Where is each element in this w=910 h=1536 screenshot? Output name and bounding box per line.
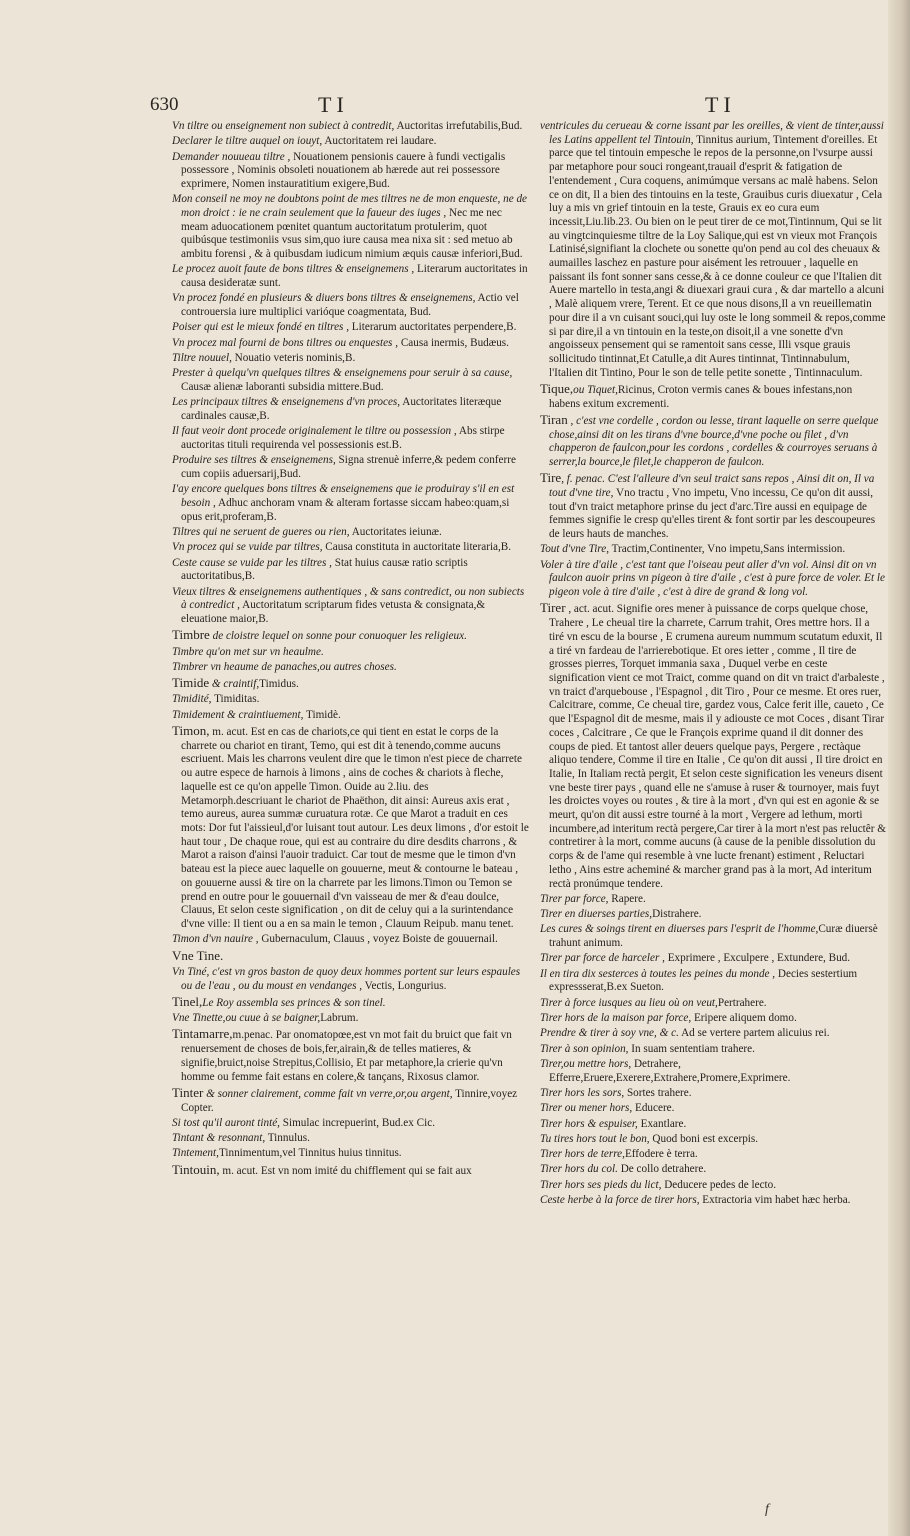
dictionary-entry [540,413,886,470]
entry-latin-text: Educere. [632,1102,675,1115]
dictionary-entry [172,454,530,481]
entry-latin-text: Auctoritates literæque cardinales causæ,B. [181,396,502,422]
entry-latin-text: Rapere. [608,892,646,905]
entry-latin-text: m.penac. Par onomatopœe,est vn mot fait du bruict que fait vn renuersement de choses de bois,fer,airain,& de telles matieres, & signifie,bruict,noise Strepitus,Collisio, Et par metaphore,la crierie qu'vn homme ou femme fait estans en colere,& tançans, Rixosus clamor. [181,1029,512,1083]
entry-latin-text: Exantlare. [637,1117,687,1130]
entry-latin-text: Curæ diuersè trahunt animum. [549,923,878,950]
dictionary-entry [540,1163,886,1177]
dictionary-entry [172,1012,530,1026]
entry-french-text: Produire ses tiltres & enseignemens, [172,454,336,467]
dictionary-entry [172,661,530,675]
entry-latin-text: Causæ alienæ laboranti subsidia mittere.Bud. [181,381,384,393]
entry-latin-text: Tinnulus. [265,1132,310,1145]
dictionary-entry [540,908,886,922]
entry-french-text: Tirer hors ses pieds du lict, [540,1178,662,1191]
dictionary-entry [540,893,886,907]
entry-french-text: Timon d'vn nauire , [172,933,259,946]
dictionary-entry [540,1087,886,1101]
entry-latin-text: Auctoritatem rei laudare. [322,135,437,148]
entry-latin-text: Auctoritates ieiunæ. [349,526,442,538]
entry-latin-text: De collo detrahere. [617,1163,707,1176]
entry-latin-text: Extractoria vim habet hæc herba. [699,1193,851,1206]
entry-latin-text: Timiditas. [211,693,260,706]
dictionary-entry [172,1117,530,1131]
dictionary-entry [172,1163,530,1179]
entry-french-text: Il en tira dix sesterces à toutes les peines du monde , [540,967,776,980]
entry-french-text: , f. penac. C'est l'alleure d'vn seul traict sans repos , Ainsi dit on, Il va tout d'vne tire, [549,473,875,500]
entry-headword: Tintouin, [172,1161,220,1177]
entry-french-text: Vne Tinette,ou cuue à se baigner, [172,1012,321,1025]
dictionary-entry [172,337,530,351]
entry-latin-text: Eripere aliquem domo. [691,1012,797,1025]
dictionary-entry [172,541,530,555]
dictionary-entry [540,543,886,557]
entry-french-text: Tirer hors de terre, [540,1148,625,1161]
entry-french-text: Vieux tiltres & enseignemens authentiques , & sans contredict, ou non subiects à contredict , [172,585,525,612]
entry-headword: Timbre [172,627,210,643]
entry-french-text: Timbre qu'on met sur vn heaulme. [172,645,324,658]
entry-latin-text: Nouationem pensionis cauere à fundi vectigalis possessore , Nominis obsoleti nouationem ab hærede aut rei possessore exprimere, Nomen instauratitium exigere,Bud. [181,150,506,190]
entry-french-text: Demander nouueau tiltre , [172,150,291,163]
dictionary-entry [172,646,530,660]
dictionary-entry [540,968,886,995]
entry-french-text: Tirer ou mener hors, [540,1102,633,1115]
entry-french-text: ventricules du cerueau & corne issant par les oreilles, & vient de tinter,aussi les Latins appellent tel Tintouin, [540,120,884,146]
entry-headword: Tique, [540,380,574,396]
entry-latin-text: Ad se vertere partem alicuius rei. [678,1027,830,1040]
dictionary-entry [540,1058,886,1085]
dictionary-entry [540,120,886,380]
entry-latin-text: Literarum auctoritates perpendere,B. [349,321,517,334]
running-head-left: TI [318,92,349,117]
dictionary-entry [540,601,886,891]
entry-latin-text: m. acut. Est vn nom imité du chifflement qui se fait aux [219,1164,472,1177]
entry-french-text: Tiltres qui ne seruent de gueres ou rien, [172,526,350,538]
entry-latin-text: Tractim,Continenter, Vno impetu,Sans intermission. [609,543,846,556]
entry-french-text: Les principaux tiltres & enseignemens d'vn proces, [172,396,401,409]
dictionary-entry [540,923,886,950]
entry-french-text: Prendre & tirer à soy vne, & c. [540,1027,679,1040]
dictionary-entry [172,709,530,723]
entry-french-text: Il faut veoir dont procede originalement le tiltre ou possession , [172,425,457,438]
entry-french-text: Timbrer vn heaume de panaches,ou autres choses. [172,660,397,673]
entry-french-text: & craintif, [209,678,260,691]
entry-latin-text: Effodere è terra. [624,1148,698,1161]
entry-latin-text: Pertrahere. [717,996,767,1009]
entry-latin-text: Distrahere. [652,908,702,921]
entry-french-text: Tirer hors & espuiser, [540,1117,638,1130]
entry-latin-text: Auctoritatum scriptarum fides vetusta & consignata,& eleuatione maior,B. [181,599,486,625]
entry-french-text: Vn Tiné, c'est vn gros baston de quoy deux hommes portent sur leurs espaules ou de l'eau , ou du moust en vendanges , [172,965,521,992]
page-number: 630 [150,94,179,115]
dictionary-entry [172,425,530,452]
entry-french-text: Vn procez mal fourni de bons tiltres ou enquestes , [172,336,399,349]
dictionary-entry [540,382,886,411]
entry-french-text: I'ay encore quelques bons tiltres & enseignemens que ie produiray s'il en est besoin , [172,483,515,509]
entry-french-text: Poiser qui est le mieux fondé en tiltres , [172,321,349,334]
entry-french-text: Tirer par force de harceler , [540,952,665,965]
dictionary-entry [172,292,530,319]
page-edge [888,0,910,1536]
entry-latin-text: Causa constituta in auctoritate literaria,B. [322,541,512,554]
entry-french-text: Vn tiltre ou enseignement non subiect à contredit, [172,120,395,132]
dictionary-entry [540,1118,886,1132]
dictionary-entry [172,367,530,394]
dictionary-entry [172,995,530,1011]
entry-latin-text: Timidus. [259,678,299,691]
dictionary-entry [172,933,530,947]
entry-headword: Tirer [540,600,566,616]
entry-french-text: Tirer,ou mettre hors, [540,1057,632,1070]
dictionary-entry [172,321,530,335]
dictionary-entry [172,1027,530,1084]
dictionary-entry [172,1086,530,1115]
dictionary-entry [172,693,530,707]
entry-latin-text: In suam sententiam trahere. [628,1042,755,1055]
dictionary-entry [540,1133,886,1147]
dictionary-entry [540,1043,886,1057]
entry-latin-text: Sortes trahere. [624,1086,692,1099]
right-column [540,120,886,1335]
entry-latin-text: Exprimere , Exculpere , Extundere, Bud. [664,952,851,965]
entry-latin-text: Tinnire,voyez Copter. [181,1087,518,1114]
entry-french-text: Tirer à force iusques au lieu où on veut, [540,996,718,1009]
entry-latin-text: Vectis, Longurius. [362,979,447,992]
entry-latin-text: Abs stirpe auctoritas tituli requirenda vel possessionis est.B. [181,425,505,451]
entry-french-text: Le procez auoit faute de bons tiltres & enseignemens , [172,263,415,276]
entry-latin-text: Adhuc anchoram vnam & alteram fortasse siccam habeo:quam,si opus erit,proferam,B. [181,497,510,523]
entry-latin-text: Vno tractu , Vno impetu, Vno incessu, Ce qu'on dit aussi, tout d'vn traict metaphore prinse du ject d'arc.Tire aussi en equipage de femmes signifie le cresp qu'elles tirent & font sortir par les descoupeures de leurs hauts de manches. [549,487,876,541]
entry-latin-text: Simulac increpuerint, Bud.ex Cic. [279,1116,435,1129]
dictionary-entry [540,1102,886,1116]
entry-latin-text: Timidè. [303,708,341,721]
entry-headword: Tire [540,470,562,486]
entry-latin-text: Signa strenuè inferre,& pedem conferre cum copiis aduersarij,Bud. [181,454,516,480]
entry-french-text: Tirer par force, [540,892,609,905]
dictionary-entry [172,151,530,192]
entry-latin-text: Ricinus, Croton vermis canes & boues infestans,non habens exitum excrementi. [549,383,853,410]
entry-french-text: ou Tiquet, [573,383,618,396]
entry-headword: Tiran [540,411,568,427]
dictionary-entry [540,471,886,542]
entry-latin-text: Detrahere, Efferre,Eruere,Exerere,Extrahere,Promere,Exprimere. [549,1057,791,1084]
entry-latin-text: Quod boni est excerpis. [649,1132,759,1145]
entry-french-text: Tirer hors de la maison par force, [540,1012,692,1025]
dictionary-entry [172,263,530,290]
dictionary-entry [172,628,530,644]
entry-latin-text: Stat huius causæ ratio scriptis auctoritatibus,B. [181,556,468,583]
dictionary-entry [172,724,530,932]
entry-french-text: & sonner clairement, comme fait vn verre,or,ou argent, [203,1087,453,1100]
running-head-right: TI [705,92,736,117]
entry-french-text: Timidité, [172,693,212,706]
dictionary-entry [172,135,530,149]
dictionary-entry [540,559,886,600]
dictionary-entry [540,952,886,966]
entry-latin-text: Deducere pedes de lecto. [661,1178,777,1191]
entry-latin-text: Gubernaculum, Clauus , voyez Boiste de gouuernail. [258,933,498,946]
entry-french-text: Tintant & resonnant, [172,1132,266,1145]
entry-french-text: Si tost qu'il auront tinté, [172,1116,280,1129]
entry-french-text: Tout d'vne Tire, [540,543,610,556]
entry-latin-text: Decies sestertium expressserat,B.ex Sueton. [549,967,858,994]
dictionary-entry [172,1132,530,1146]
entry-french-text: Tirer à son opinion, [540,1042,629,1055]
dictionary-entry [172,586,530,627]
dictionary-entry [172,676,530,692]
entry-french-text: Tirer hors les sors, [540,1086,625,1099]
dictionary-entry [540,1179,886,1193]
dictionary-entry [172,526,530,540]
entry-french-text: Ceste cause se vuide par les tiltres , [172,556,332,569]
dictionary-entry [540,1027,886,1041]
catchword: f [765,1502,769,1517]
entry-french-text: Prester à quelqu'vn quelques tiltres & enseignemens pour seruir à sa cause, [172,367,513,380]
entry-french-text: Declarer le tiltre auquel on iouyt, [172,135,323,148]
entry-latin-text: Literarum auctoritates in causa desideratæ sunt. [181,263,528,290]
page-header [150,94,880,122]
dictionary-entry [172,949,530,965]
entry-latin-text: Actio vel controuersia iure multiplici varióque coagmentata, Bud. [181,292,519,319]
entry-latin-text: , act. acut. Signifie ores mener à puissance de corps quelque chose, Trahere , Le cheual tire la charrete, Carrum trahit, Ores mettre hors. Il a tiré vn escu de la bourse , E crumena aureum nummum scutatum eduxit, Il a tiré vn fardeau de l'arrierebotique. Et ores ietter , comme , Il tire de grosses pierres, Torquet immania saxa , Duquel verbe en ceste signification vient ce mot Traict, comme quand on dit vn traict d'arbaleste , vn traict d'arquebouse , l'Espagnol , dit Tiro , Pour ce mesme. Et ores ruer, Calcitrare, comme, Ce cheual tire, gardez vous, Calce ferit ille, caueto , Ce que l'Espagnol dit de mesme, mais il y adiouste ce mot Coces , disant Tirar coces , Calcitrare , Ce que le François exprime quand il dit donner des coups de pied. Et tantost aller deuers quelque pays, Pergere , rectàque aliquo tendere, Comme il tire en Italie , Ce qu'on dit aussi , Il tire droict en Italie, In Italiam rectà pergit, Et selon ceste signification les veneurs disent vne beste tirer pays , quand elle ne s'amuse à ruser & tournoyer, mais fuyt les droictes voyes ou routes , & tire à la mort , d'vn qui est en agonie & se meurt, qu'on dit aussi estre tourné à la mort , Vergere ad lethum, morti incumbere,ad interitum rectà pergere,Car tirer à la mort n'est pas reluctêr & contretirer à la mort, comme aucuns (à cause de la penible dissolution du corps & de l'ame qui resemble à vne lucte frenant) estiment , Reluctari letho , Ains estre acheminé & marcher grand pas à la mort, Ad interitum rectà pronúmque tendere. [549,603,886,890]
entry-latin-text: Tinnitus aurium, Tintement d'oreilles. Et parce que tel tintouin empesche le repos de la personne,on l'vsurpe aussi par metaphore pour souci rongeant,trauail d'esprit & fatigation de l'entendement , Cura coquens, animúmque versans ac malè habens. Selon ce on dit, Il a bien des tintouins en la teste, Grauibus curis diuexatur , Cela luy a mis vn grief tintouin en la teste, Grauis ex eo cura eum incessit,Liu.lib.23. Ou bien on le peut tirer de ce mot,Tintinnum, Qui se lit au vingtcinquiesme tiltre de la Loy Salique,qui est vn vieux mot François Latinisé,signifiant la clochete ou sonette qu'on pend au col des cheuaux & aumailles laschez en pasture pour aisément les retrouuer , laquelle en paissant ils font sonner sans cesse,& à ce donne couleur ce que l'Italien dit Auere martello in testa,angi & diuexari graui cura , & dar martello a alcuni , Malè aliquem vrere, Terent. Et ce que nous disons,Il a vn reueillematin pour dire il a vn cuisant souci,qui luy oste le long sommeil & repos,comme si par dire,il a vn tintouin en la teste,on disoit,il a vne sonette d'vn angoisseux pensement qui se ramentoit sans cesse, Illi vsque grauis sollicitudo tintinnat,Et Catulle,a dit Aures tintinnat, Tintinnabulum, l'Italien dit Tintino, Pour le son de telle petite sonette , Tintinnaculum. [549,133,886,379]
dictionary-entry [172,193,530,262]
entry-french-text: Ceste herbe à la force de tirer hors, [540,1193,700,1206]
entry-latin-text: Tinnimentum,vel Tinnitus huius tinnitus. [218,1147,402,1160]
dictionary-entry [540,1012,886,1026]
entry-french-text: Les cures & soings tirent en diuerses pars l'esprit de l'homme, [540,923,819,936]
entry-french-text: Tirer hors du col. [540,1163,618,1176]
entry-headword: Timon, [172,723,210,739]
entry-french-text: Tirer en diuerses parties, [540,908,653,921]
entry-french-text: Mon conseil ne moy ne doubtons point de mes tiltres ne de mon enqueste, ne de mon droict : ie ne crain seulement que la faueur des iuges , [172,193,528,219]
entry-french-text: Tiltre nouuel, [172,352,232,364]
dictionary-entry [172,557,530,584]
entry-headword: Tintamarre, [172,1026,233,1042]
dictionary-entry [172,966,530,993]
entry-french-text: Le Roy assembla ses princes & son tinel. [202,996,386,1009]
entry-latin-text: Nec me nec meam aduocationem pœnitet quantum auctoritatum protulerim, quot quibúsque testimoniis vsus sim,quo iure causa mea nixa sit : sed metuo ab ambitu forensi , & à quibusdam iudicum nimium æquis causæ inferiori,Bud. [181,207,523,261]
entry-latin-text: Labrum. [320,1012,359,1025]
dictionary-entry [540,1194,886,1208]
dictionary-entry [172,352,530,366]
entry-headword: Tinter [172,1084,204,1100]
entry-french-text: Timidement & craintiuement, [172,708,304,721]
entry-french-text: Voler à tire d'aile , c'est tant que l'oiseau peut aller d'vn vol. Ainsi dit on vn faulcon auoir prins vn pigeon à tire d'aile , c'est à pure force de voler. Et le pigeon vole à tire d'aile , c'est à dire de grand & long vol. [540,558,885,599]
entry-latin-text: m. acut. Est en cas de chariots,ce qui tient en estat le corps de la charrete ou chariot en tirant, Temo, qui est dit à tenendo,comme aucuns escriuent. Mais les charrons veulent dire que le timon n'est piece de charrete ou autre espece de harnois à limons , ains de coches & chariots à fleche, laquelle est ce qu'on appelle Timon. Ouide au 2.liu. des Metamorph.descriuant le chariot de Phaëthon, dit ainsi: Aureus axis erat , temo aureus, aurea summæ curuatura rotæ. Ce que Marot a traduit en ces mots: Dor fut l'aissieul,d'or luisant tout autour. Les deux limons , d'or estoit le haut tour , De chaque roue, qui est au contraire du dire desdits charrons , & Marot a raison d'ainsi l'auoir traduict. Car tout de mesme que le timon d'vn bateau est la piece auec laquelle on gouuerne, meut & contourne le bateau , on gouuerne aussi & tire on la charrete par les limons.Timon ou Temon se prend en outre pour le gouuernail d'vn vaisseau de mer & d'eau doulce, Clauus, Et selon ceste signification , on dit de celuy qui a la surintendance d'vne ville: Il tient ou a en sa main le temon , Clauum Reipub. manu tenet. [181,726,529,930]
entry-latin-text: Nouatio veteris nominis,B. [231,352,356,364]
entry-french-text: Tu tires hors tout le bon, [540,1132,650,1145]
left-column [172,120,530,1355]
dictionary-entry [172,120,530,134]
entry-french-text: , c'est vne cordelle , cordon ou lesse, tirant laquelle on serre quelque chose,ainsi dit on les tirans d'vne bource,d'vne poche ou filet , d'vn chapperon de faulcon,pour les cordons , cordelles & courroyes seruans à serrer,la bource,le filet,le chapperon de faulcon. [549,414,879,469]
entry-french-text: de cloistre lequel on sonne pour conuoquer les religieux. [209,630,467,643]
entry-french-text: Vn procez qui se vuide par tiltres, [172,541,323,554]
dictionary-entry [172,396,530,423]
entry-headword: Vne Tine. [172,947,224,963]
entry-headword: Tinel, [172,993,203,1009]
dictionary-entry [540,1148,886,1162]
entry-latin-text: Causa inermis, Budæus. [398,336,509,349]
entry-headword: Timide [172,675,210,691]
entry-french-text: Tintement, [172,1147,219,1160]
entry-latin-text: Auctoritas irrefutabilis,Bud. [394,120,523,132]
dictionary-entry [540,997,886,1011]
dictionary-entry [172,483,530,524]
entry-french-text: Vn procez fondé en plusieurs & diuers bons tiltres & enseignemens, [172,292,476,305]
dictionary-entry [172,1147,530,1161]
